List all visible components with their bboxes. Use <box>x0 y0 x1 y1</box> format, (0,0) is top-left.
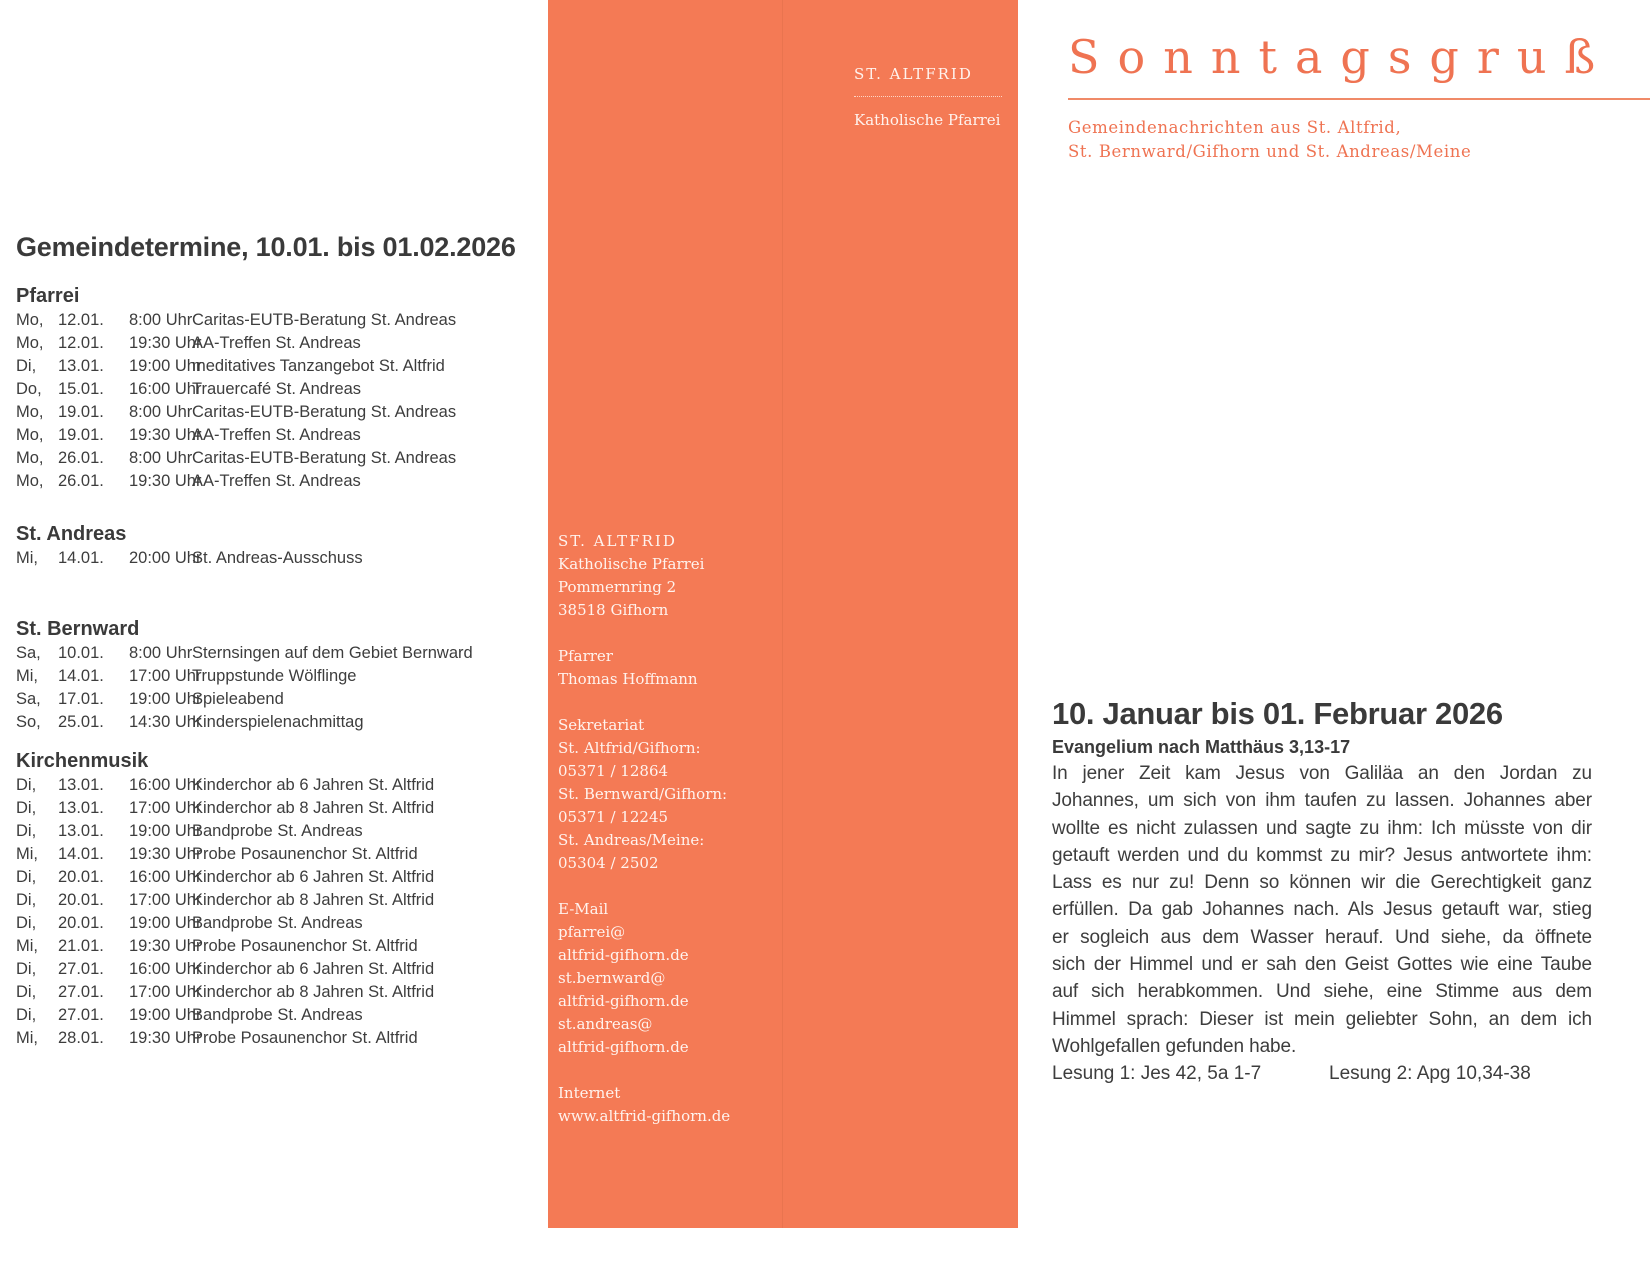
event-row <box>16 665 536 688</box>
contact-line: St. Andreas/Meine: <box>558 831 705 849</box>
event-day: Di, <box>16 822 37 840</box>
contact-line: ST. ALTFRID <box>558 532 677 550</box>
event-row <box>16 309 536 332</box>
event-date: 26.01. <box>58 449 104 467</box>
event-date: 13.01. <box>58 822 104 840</box>
schedule-section <box>16 283 536 493</box>
contact-line: Internet <box>558 1084 621 1102</box>
event-row <box>16 866 536 889</box>
event-date: 14.01. <box>58 667 104 685</box>
schedule-section <box>16 616 536 734</box>
event-day: Mi, <box>16 1029 38 1047</box>
gospel-line: In jener Zeit kam Jesus von Galiläa an den Jordan zu <box>1052 763 1592 784</box>
gospel-line: Wohlgefallen gefunden habe. <box>1052 1035 1297 1057</box>
event-time: 17:00 Uhr <box>129 983 202 1001</box>
event-row <box>16 797 536 820</box>
event-description: Probe Posaunenchor St. Altfrid <box>192 1029 418 1047</box>
event-description: Kinderchor ab 8 Jahren St. Altfrid <box>192 799 435 817</box>
contact-line: 05371 / 12245 <box>558 808 669 826</box>
event-time: 19:00 Uhr <box>129 357 202 375</box>
event-date: 12.01. <box>58 311 104 329</box>
event-description: Probe Posaunenchor St. Altfrid <box>192 845 418 863</box>
event-row <box>16 912 536 935</box>
gospel-line: er sogleich aus dem Wasser herauf. Und siehe, da öffnete <box>1052 926 1592 948</box>
event-day: Sa, <box>16 644 41 662</box>
reading-1: Lesung 1: Jes 42, 5a 1-7 <box>1052 1063 1262 1085</box>
section-title: Pfarrei <box>16 285 80 307</box>
event-date: 25.01. <box>58 713 104 731</box>
event-date: 17.01. <box>58 690 104 708</box>
event-row <box>16 843 536 866</box>
event-date: 19.01. <box>58 403 104 421</box>
contact-spacer <box>558 875 730 898</box>
event-row <box>16 889 536 912</box>
gospel-line: erfüllen. Da gab Johannes nach. Als Jesus getauft war, stieg <box>1052 899 1592 921</box>
event-day: Mi, <box>16 937 38 955</box>
event-day: So, <box>16 713 41 731</box>
event-description: Kinderchor ab 6 Jahren St. Altfrid <box>192 868 435 886</box>
event-description: Bandprobe St. Andreas <box>192 914 363 932</box>
section-title: St. Bernward <box>16 618 140 640</box>
fold-line <box>782 0 783 1228</box>
contact-line: st.andreas@ <box>558 1015 653 1033</box>
panel-brand-block <box>854 62 1002 129</box>
event-time: 19:00 Uhr <box>129 914 202 932</box>
contact-spacer <box>558 622 730 645</box>
event-description: Spieleabend <box>192 690 284 708</box>
event-day: Di, <box>16 357 37 375</box>
event-description: AA-Treffen St. Andreas <box>192 334 361 352</box>
event-time: 16:00 Uhr <box>129 868 202 886</box>
event-description: Sternsingen auf dem Gebiet Bernward <box>192 644 473 662</box>
event-row <box>16 547 536 570</box>
gospel-line: getauft werden und du kommst zu mir? Jesus antwortete ihm: <box>1052 844 1592 866</box>
event-description: Bandprobe St. Andreas <box>192 1006 363 1024</box>
schedule-section <box>16 748 536 1050</box>
event-day: Mi, <box>16 845 38 863</box>
event-date: 19.01. <box>58 426 104 444</box>
event-time: 20:00 Uhr <box>129 549 202 567</box>
event-time: 8:00 Uhr <box>129 403 193 421</box>
event-description: Kinderchor ab 6 Jahren St. Altfrid <box>192 960 435 978</box>
event-row <box>16 355 536 378</box>
event-time: 17:00 Uhr <box>129 891 202 909</box>
event-day: Di, <box>16 868 37 886</box>
contact-spacer <box>558 1059 730 1082</box>
gospel-date-range: 10. Januar bis 01. Februar 2026 <box>1052 696 1503 731</box>
event-day: Di, <box>16 1006 37 1024</box>
event-time: 19:30 Uhr <box>129 1029 202 1047</box>
event-day: Di, <box>16 799 37 817</box>
event-day: Mo, <box>16 426 44 444</box>
event-date: 26.01. <box>58 472 104 490</box>
event-description: Kinderspielenachmittag <box>192 713 364 731</box>
contact-line: 38518 Gifhorn <box>558 601 669 619</box>
event-row <box>16 447 536 470</box>
event-time: 16:00 Uhr <box>129 380 202 398</box>
event-day: Mo, <box>16 311 44 329</box>
event-row <box>16 688 536 711</box>
event-description: meditatives Tanzangebot St. Altfrid <box>192 357 445 375</box>
event-description: Caritas-EUTB-Beratung St. Andreas <box>192 311 457 329</box>
event-time: 8:00 Uhr <box>129 449 193 467</box>
event-description: Caritas-EUTB-Beratung St. Andreas <box>192 403 457 421</box>
gospel-line: wollte es nicht zulassen und sagte zu ihm: Ich müsste von dir <box>1052 817 1592 839</box>
event-date: 15.01. <box>58 380 104 398</box>
event-row <box>16 401 536 424</box>
event-day: Mi, <box>16 549 38 567</box>
event-time: 19:30 Uhr <box>129 845 202 863</box>
event-day: Do, <box>16 380 42 398</box>
contact-line: St. Altfrid/Gifhorn: <box>558 739 701 757</box>
section-title: Kirchenmusik <box>16 750 149 772</box>
contact-line: www.altfrid-gifhorn.de <box>558 1107 731 1125</box>
event-row <box>16 981 536 1004</box>
event-day: Mi, <box>16 667 38 685</box>
event-description: Kinderchor ab 8 Jahren St. Altfrid <box>192 891 435 909</box>
contact-line: altfrid-gifhorn.de <box>558 946 689 964</box>
contact-line: altfrid-gifhorn.de <box>558 992 689 1010</box>
event-row <box>16 958 536 981</box>
event-time: 19:30 Uhr <box>129 472 202 490</box>
event-date: 27.01. <box>58 960 104 978</box>
event-date: 13.01. <box>58 357 104 375</box>
contact-line: altfrid-gifhorn.de <box>558 1038 689 1056</box>
event-time: 8:00 Uhr <box>129 644 193 662</box>
event-day: Mo, <box>16 403 44 421</box>
event-time: 16:00 Uhr <box>129 960 202 978</box>
event-date: 13.01. <box>58 799 104 817</box>
gospel-line: Johannes, um sich von ihm taufen zu lassen. Johannes aber <box>1052 790 1592 812</box>
event-row <box>16 1004 536 1027</box>
event-description: Caritas-EUTB-Beratung St. Andreas <box>192 449 457 467</box>
gospel-line: Lass es nur zu! Denn so können wir die Gerechtigkeit ganz <box>1052 872 1592 894</box>
event-date: 27.01. <box>58 983 104 1001</box>
page-title: Sonntagsgruß <box>1068 30 1614 84</box>
contact-line: 05371 / 12864 <box>558 762 669 780</box>
event-row <box>16 378 536 401</box>
event-date: 20.01. <box>58 914 104 932</box>
gospel-line: Himmel sprach: Dieser ist mein geliebter Sohn, an dem ich <box>1052 1008 1592 1030</box>
event-date: 12.01. <box>58 334 104 352</box>
event-date: 21.01. <box>58 937 104 955</box>
event-description: Trauercafé St. Andreas <box>192 380 362 398</box>
reading-2: Lesung 2: Apg 10,34-38 <box>1329 1063 1531 1085</box>
event-row <box>16 470 536 493</box>
event-row <box>16 424 536 447</box>
event-row <box>16 1027 536 1050</box>
section-title: St. Andreas <box>16 523 127 545</box>
event-description: Truppstunde Wölflinge <box>192 667 357 685</box>
event-date: 27.01. <box>58 1006 104 1024</box>
event-description: Kinderchor ab 8 Jahren St. Altfrid <box>192 983 435 1001</box>
event-time: 17:00 Uhr <box>129 667 202 685</box>
event-day: Di, <box>16 983 37 1001</box>
subtitle-line-1: Gemeindenachrichten aus St. Altfrid, <box>1068 118 1402 137</box>
event-row <box>16 820 536 843</box>
event-description: Bandprobe St. Andreas <box>192 822 363 840</box>
event-time: 19:00 Uhr <box>129 690 202 708</box>
contact-line: st.bernward@ <box>558 969 666 987</box>
contact-line: Sekretariat <box>558 716 645 734</box>
event-time: 14:30 Uhr <box>129 713 202 731</box>
event-description: Kinderchor ab 6 Jahren St. Altfrid <box>192 776 435 794</box>
event-date: 28.01. <box>58 1029 104 1047</box>
event-date: 13.01. <box>58 776 104 794</box>
schedule-heading: Gemeindetermine, 10.01. bis 01.02.2026 <box>16 232 516 262</box>
panel-divider <box>854 96 1002 97</box>
schedule-column <box>16 232 536 1050</box>
schedule-section <box>16 521 536 570</box>
title-divider <box>1068 98 1650 100</box>
event-day: Mo, <box>16 449 44 467</box>
subtitle-line-2: St. Bernward/Gifhorn und St. Andreas/Meine <box>1068 142 1472 161</box>
readings <box>1052 1060 1592 1087</box>
event-description: AA-Treffen St. Andreas <box>192 426 361 444</box>
contact-line: Pommernring 2 <box>558 578 677 596</box>
event-row <box>16 711 536 734</box>
event-day: Di, <box>16 960 37 978</box>
event-time: 8:00 Uhr <box>129 311 193 329</box>
event-row <box>16 935 536 958</box>
contact-line: Pfarrer <box>558 647 613 665</box>
contact-spacer <box>558 691 730 714</box>
event-time: 19:00 Uhr <box>129 1006 202 1024</box>
event-description: AA-Treffen St. Andreas <box>192 472 361 490</box>
event-time: 16:00 Uhr <box>129 776 202 794</box>
contact-panel <box>548 0 1018 1228</box>
contact-line: St. Bernward/Gifhorn: <box>558 785 728 803</box>
event-row <box>16 332 536 355</box>
event-row <box>16 774 536 797</box>
event-day: Mo, <box>16 472 44 490</box>
contact-line: 05304 / 2502 <box>558 854 659 872</box>
gospel-line: sich der Himmel und er sah den Geist Gottes wie eine Taube <box>1052 954 1592 976</box>
event-date: 10.01. <box>58 644 104 662</box>
gospel-text <box>1052 760 1592 1060</box>
event-time: 19:30 Uhr <box>129 937 202 955</box>
gospel-block <box>1052 694 1592 1087</box>
gospel-reference: Evangelium nach Matthäus 3,13-17 <box>1052 737 1351 757</box>
contact-line: Thomas Hoffmann <box>558 670 698 688</box>
event-day: Di, <box>16 776 37 794</box>
event-date: 14.01. <box>58 845 104 863</box>
contact-line: Katholische Pfarrei <box>558 555 705 573</box>
event-day: Mo, <box>16 334 44 352</box>
gospel-line: auf sich herabkommen. Und siehe, eine Stimme aus dem <box>1052 981 1592 1003</box>
event-date: 14.01. <box>58 549 104 567</box>
event-description: St. Andreas-Ausschuss <box>192 549 363 567</box>
event-row <box>16 642 536 665</box>
contact-info <box>558 530 730 1128</box>
panel-subtitle: Katholische Pfarrei <box>854 111 1001 129</box>
event-date: 20.01. <box>58 868 104 886</box>
event-time: 19:00 Uhr <box>129 822 202 840</box>
contact-line: pfarrei@ <box>558 923 626 941</box>
event-date: 20.01. <box>58 891 104 909</box>
event-time: 19:30 Uhr <box>129 334 202 352</box>
event-description: Probe Posaunenchor St. Altfrid <box>192 937 418 955</box>
schedule-sections <box>16 283 536 1050</box>
contact-line: E-Mail <box>558 900 609 918</box>
event-day: Di, <box>16 891 37 909</box>
event-day: Di, <box>16 914 37 932</box>
panel-brand: ST. ALTFRID <box>854 65 973 83</box>
event-time: 17:00 Uhr <box>129 799 202 817</box>
page-subtitle <box>1068 116 1471 164</box>
event-day: Sa, <box>16 690 41 708</box>
event-time: 19:30 Uhr <box>129 426 202 444</box>
